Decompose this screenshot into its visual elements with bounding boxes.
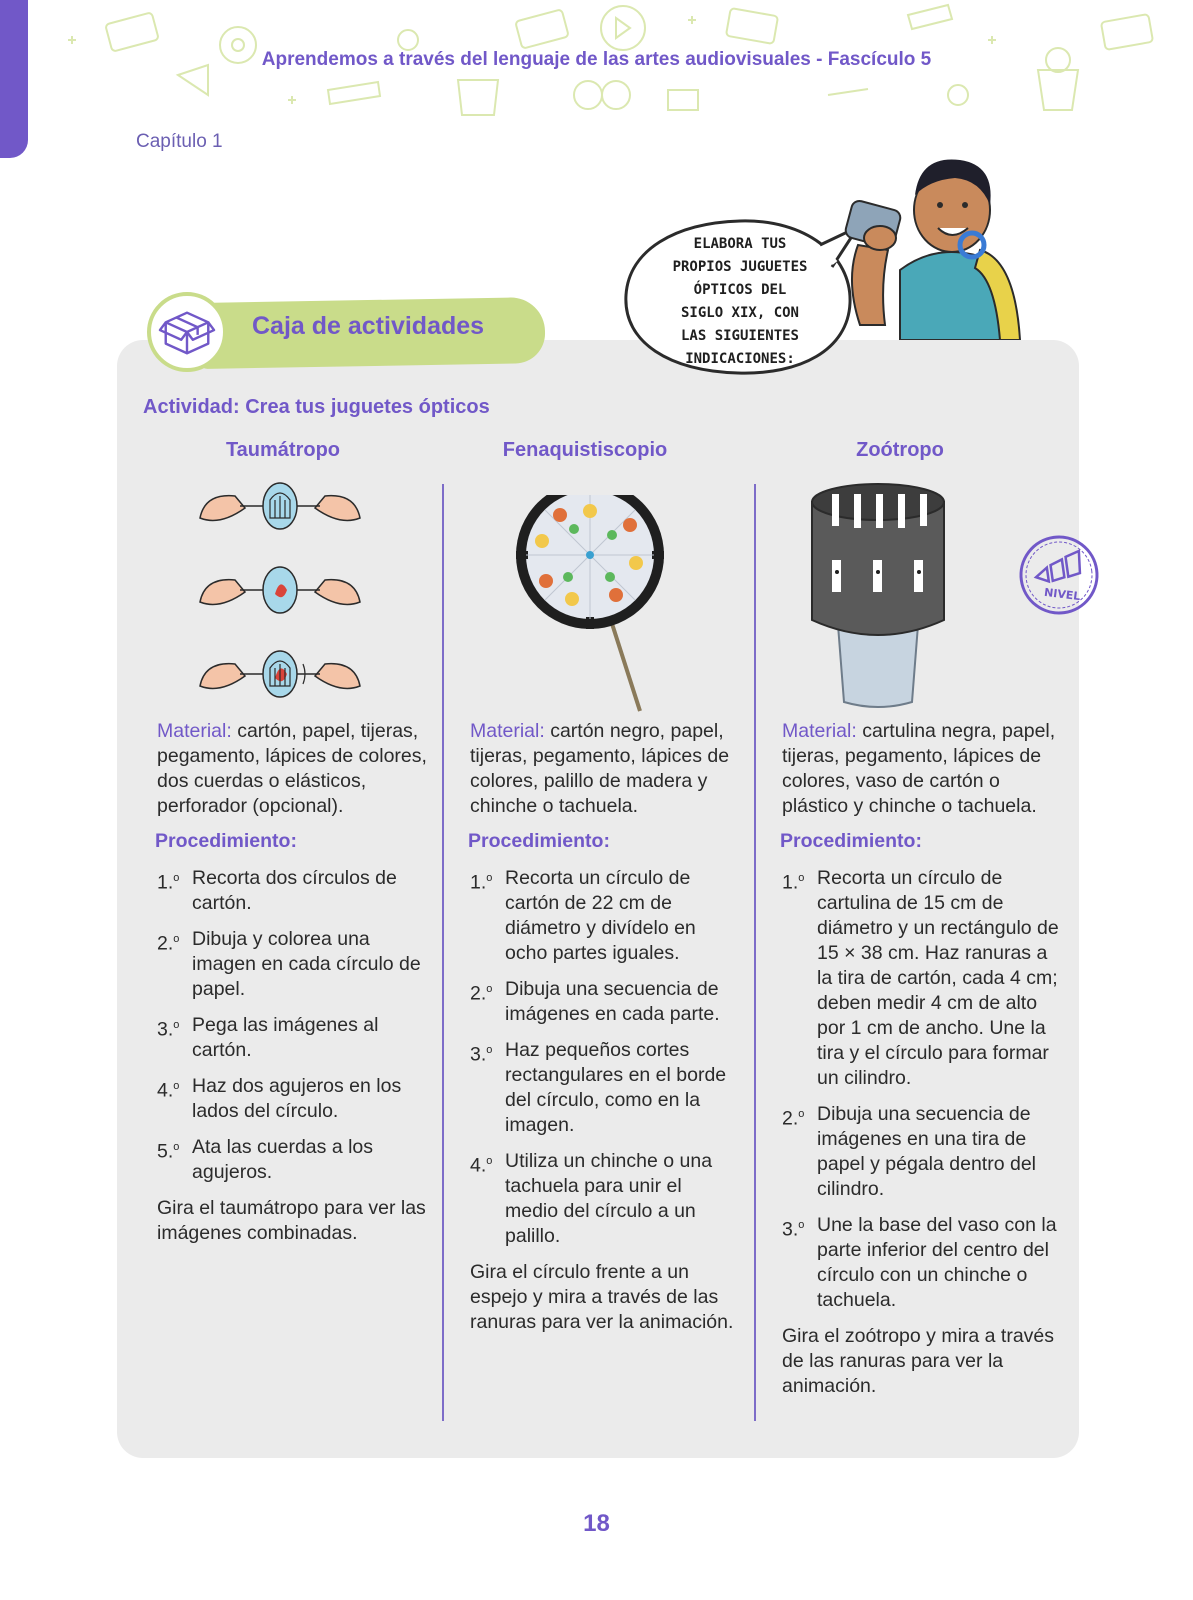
header-title: Aprendemos a través del lenguaje de las artes audiovisuales - Fascículo 5	[261, 49, 932, 70]
procedure-step	[470, 1038, 740, 1138]
procedure-step	[782, 1213, 1062, 1313]
step-text: Haz dos agujeros en los lados del círculo.	[192, 1075, 402, 1122]
step-number: 3.$^o$	[157, 1018, 180, 1041]
step-number: 4.$^o$	[157, 1079, 180, 1102]
material-paragraph	[157, 719, 431, 819]
box-icon	[158, 303, 216, 361]
column-zootropo	[782, 719, 1062, 1399]
step-number: 3.$^o$	[470, 1043, 493, 1066]
procedure-label: Procedimiento:	[468, 830, 610, 852]
material-text: cartulina negra, papel, tijeras, pegamento, lápices de colores, vaso de cartón o plástico y chinche o tachuela.	[782, 720, 1056, 817]
procedure-step	[782, 866, 1062, 1091]
material-text: cartón, papel, tijeras, pegamento, lápices de colores, dos cuerdas o elásticos, perforador (opcional).	[157, 720, 427, 817]
zoetrope-illustration	[808, 480, 948, 712]
activity-box-header	[147, 292, 547, 372]
bubble-line: LAS SIGUIENTES	[680, 328, 799, 344]
step-number: 1.$^o$	[157, 871, 180, 894]
activity-icon-circle	[147, 292, 227, 372]
material-paragraph	[470, 719, 740, 819]
side-tab	[0, 0, 28, 158]
material-label: Material:	[782, 720, 857, 742]
column-taumatropo	[157, 719, 431, 1246]
step-number: 2.$^o$	[782, 1107, 805, 1130]
step-number: 2.$^o$	[157, 932, 180, 955]
procedure-step	[782, 1102, 1062, 1202]
column-fenaquistiscopio	[470, 719, 740, 1335]
procedure-step	[470, 977, 740, 1027]
step-number: 4.$^o$	[470, 1154, 493, 1177]
thaumatrope-illustration	[195, 478, 365, 718]
step-text: Recorta un círculo de cartón de 22 cm de diámetro y divídelo en ocho partes iguales.	[505, 867, 696, 964]
bubble-line: ÓPTICOS DEL	[693, 282, 787, 298]
page-number: 18	[583, 1510, 610, 1537]
activity-box-title: Caja de actividades	[252, 312, 485, 340]
step-text: Recorta dos círculos de cartón.	[192, 867, 397, 914]
thaumatrope-row	[200, 567, 360, 613]
procedure-step	[157, 1074, 431, 1124]
thaumatrope-row	[200, 483, 360, 529]
step-text: Dibuja una secuencia de imágenes en una tira de papel y pégala dentro del cilindro.	[817, 1103, 1037, 1200]
activity-subtitle: Actividad: Crea tus juguetes ópticos	[143, 396, 490, 418]
step-number: 3.$^o$	[782, 1218, 805, 1241]
step-number: 2.$^o$	[470, 982, 493, 1005]
level-stamp-icon	[1016, 532, 1102, 618]
step-text: Ata las cuerdas a los agujeros.	[192, 1136, 374, 1183]
step-text: Pega las imágenes al cartón.	[192, 1014, 379, 1061]
step-number: 1.$^o$	[782, 871, 805, 894]
step-text: Une la base del vaso con la parte inferior del centro del círculo con un chinche o tachuela.	[817, 1214, 1057, 1311]
closing-text: Gira el círculo frente a un espejo y mira a través de las ranuras para ver la animación.	[470, 1261, 734, 1333]
bubble-line: ELABORA TUS	[693, 236, 787, 252]
column-title-taumatropo: Taumátropo	[225, 439, 341, 461]
column-title-zootropo: Zoótropo	[856, 439, 944, 461]
speech-bubble-text	[620, 233, 860, 371]
procedure-step	[157, 1135, 431, 1185]
column-title-fenaquistiscopio: Fenaquistiscopio	[502, 439, 668, 461]
procedure-label: Procedimiento:	[155, 830, 297, 852]
procedure-step	[157, 1013, 431, 1063]
step-text: Dibuja y colorea una imagen en cada círculo de papel.	[192, 928, 421, 1000]
step-text: Dibuja una secuencia de imágenes en cada parte.	[505, 978, 720, 1025]
column-divider	[442, 484, 444, 1421]
procedure-label: Procedimiento:	[780, 830, 922, 852]
step-number: 5.$^o$	[157, 1140, 180, 1163]
step-number: 1.$^o$	[470, 871, 493, 894]
phenakistiscope-illustration	[512, 495, 672, 715]
speech-bubble	[620, 215, 860, 380]
procedure-step	[157, 927, 431, 1002]
bubble-line: SIGLO XIX, CON	[680, 305, 799, 321]
bubble-line: PROPIOS JUGUETES	[672, 259, 808, 275]
procedure-step	[157, 866, 431, 916]
bubble-line: INDICACIONES:	[685, 351, 795, 367]
step-text: Utiliza un chinche o una tachuela para unir el medio del círculo a un palillo.	[505, 1150, 713, 1247]
material-paragraph	[782, 719, 1062, 819]
material-label: Material:	[157, 720, 232, 742]
material-label: Material:	[470, 720, 545, 742]
chapter-label: Capítulo 1	[136, 131, 223, 152]
closing-text: Gira el taumátropo para ver las imágenes combinadas.	[157, 1197, 426, 1244]
thaumatrope-row	[200, 651, 360, 697]
step-text: Haz pequeños cortes rectangulares en el borde del círculo, como en la imagen.	[505, 1039, 727, 1136]
column-divider	[754, 484, 756, 1421]
closing-text: Gira el zoótropo y mira a través de las ranuras para ver la animación.	[782, 1325, 1055, 1397]
procedure-step	[470, 1149, 740, 1249]
procedure-step	[470, 866, 740, 966]
material-text: cartón negro, papel, tijeras, pegamento, lápices de colores, palillo de madera y chinche o tachuela.	[470, 720, 730, 817]
stamp-text: NIVEL	[1043, 585, 1082, 604]
step-text: Recorta un círculo de cartulina de 15 cm de diámetro y un rectángulo de 15 × 38 cm. Haz ranuras a la tira de cartón, cada 4 cm; deben medir 4 cm de alto por 1 cm de ancho. Une la tira y el círculo para formar un cilindro.	[817, 867, 1059, 1089]
boy-with-camera-illustration	[840, 150, 1040, 340]
